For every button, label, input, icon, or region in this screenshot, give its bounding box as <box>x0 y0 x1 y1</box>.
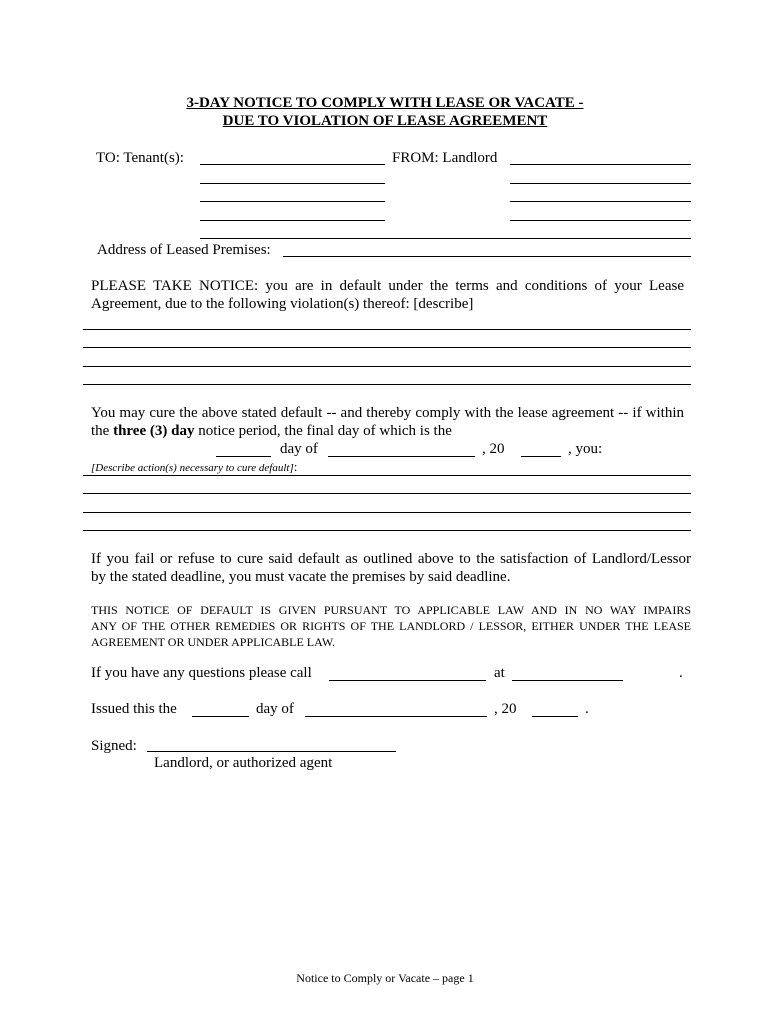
contact-name-blank[interactable] <box>329 680 486 681</box>
signed-label: Signed: <box>91 738 137 754</box>
violation-line-4[interactable] <box>83 384 691 385</box>
landlord-name-line-4[interactable] <box>510 220 691 221</box>
cure-day-of-label: day of <box>280 441 318 457</box>
address-line[interactable] <box>283 256 691 257</box>
signature-line[interactable] <box>147 751 396 752</box>
cure-action-line-1[interactable] <box>83 475 691 476</box>
describe-cure-label <box>91 460 297 475</box>
issued-day-of-label: day of <box>256 701 294 717</box>
legal-line-2: ANY OF THE OTHER REMEDIES OR RIGHTS OF THE LANDLORD / LESSOR, EITHER UNDER THE LEASE <box>91 619 691 633</box>
notice-line-1: PLEASE TAKE NOTICE: you are in default under the terms and conditions of your Lease <box>91 278 684 294</box>
issued-label: Issued this the <box>91 701 177 717</box>
fail-line-1: If you fail or refuse to cure said default as outlined above to the satisfaction of Landlord/Lessor <box>91 551 691 567</box>
questions-period: . <box>679 665 683 681</box>
from-landlord-label: FROM: Landlord <box>392 150 498 166</box>
questions-at-label: at <box>494 665 505 681</box>
describe-cure-colon: : <box>293 459 298 474</box>
page-footer: Notice to Comply or Vacate – page 1 <box>296 971 474 985</box>
describe-cure-text: [Describe action(s) necessary to cure default] <box>91 462 294 474</box>
contact-phone-blank[interactable] <box>512 680 623 681</box>
address-label: Address of Leased Premises: <box>97 242 271 258</box>
violation-line-2[interactable] <box>83 347 691 348</box>
issued-month-blank[interactable] <box>305 716 487 717</box>
tenant-name-line-3[interactable] <box>200 201 385 202</box>
address-line-upper[interactable] <box>200 238 691 239</box>
cure-action-line-3[interactable] <box>83 512 691 513</box>
cure-year-blank[interactable] <box>521 456 561 457</box>
tenant-name-line-1[interactable] <box>200 164 385 165</box>
issued-year-prefix: , 20 <box>494 701 517 717</box>
tenant-name-line-2[interactable] <box>200 183 385 184</box>
cure-line-2 <box>91 422 452 440</box>
issued-period: . <box>585 701 589 717</box>
questions-label: If you have any questions please call <box>91 665 312 681</box>
cure-day-blank[interactable] <box>216 456 271 457</box>
three-day-bold: three (3) day <box>113 423 195 439</box>
signature-caption: Landlord, or authorized agent <box>154 755 333 771</box>
cure-action-line-2[interactable] <box>83 493 691 494</box>
cure-year-prefix: , 20 <box>482 441 505 457</box>
landlord-name-line-2[interactable] <box>510 183 691 184</box>
violation-line-3[interactable] <box>83 366 691 367</box>
landlord-name-line-1[interactable] <box>510 164 691 165</box>
violation-line-1[interactable] <box>83 329 691 330</box>
cure-month-blank[interactable] <box>328 456 475 457</box>
title-line-1: 3-DAY NOTICE TO COMPLY WITH LEASE OR VACATE - <box>186 95 584 111</box>
title-line-2: DUE TO VIOLATION OF LEASE AGREEMENT <box>222 113 548 129</box>
fail-line-2: by the stated deadline, you must vacate the premises by said deadline. <box>91 569 511 585</box>
cure-you-label: , you: <box>568 441 603 457</box>
cure-line-1: You may cure the above stated default -- and thereby comply with the lease agreement -- if within <box>91 405 684 421</box>
cure-line-2-pre: the <box>91 423 114 439</box>
issued-day-blank[interactable] <box>192 716 249 717</box>
cure-line-2-post: notice period, the final day of which is the <box>194 423 452 439</box>
tenant-name-line-4[interactable] <box>200 220 385 221</box>
issued-year-blank[interactable] <box>532 716 578 717</box>
landlord-name-line-3[interactable] <box>510 201 691 202</box>
notice-line-2: Agreement, due to the following violation(s) thereof: [describe] <box>91 296 474 312</box>
cure-action-line-4[interactable] <box>83 530 691 531</box>
to-tenants-label: TO: Tenant(s): <box>96 150 184 166</box>
legal-line-3: AGREEMENT OR UNDER APPLICABLE LAW. <box>91 635 336 649</box>
legal-line-1: THIS NOTICE OF DEFAULT IS GIVEN PURSUANT TO APPLICABLE LAW AND IN NO WAY IMPAIRS <box>91 603 691 617</box>
